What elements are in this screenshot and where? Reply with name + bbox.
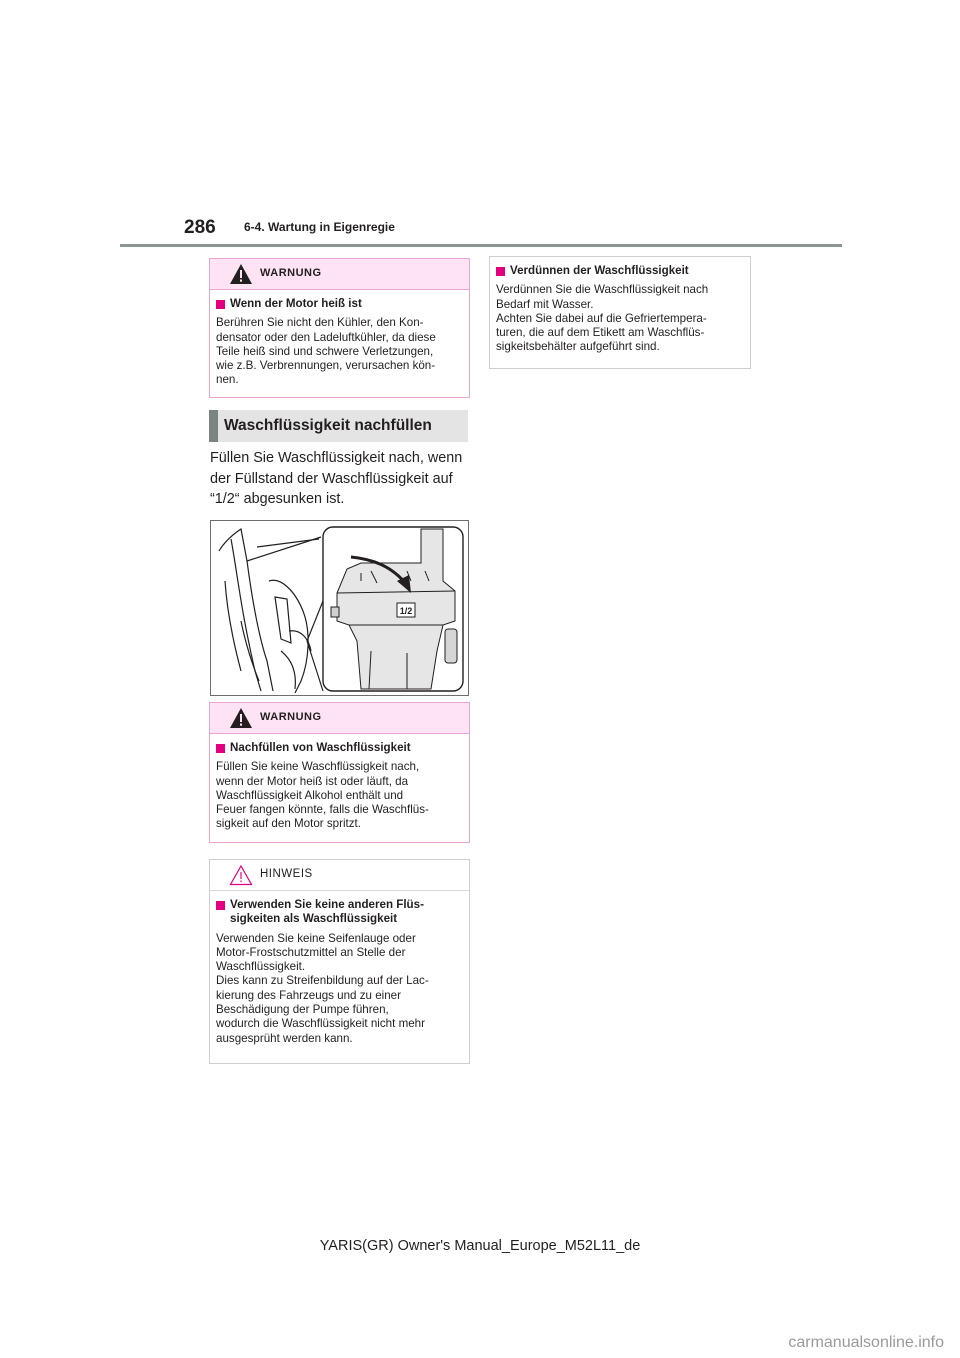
info-subtitle: Verdünnen der Waschflüssigkeit (496, 264, 744, 278)
section-heading (209, 410, 468, 442)
warning-header (210, 703, 469, 734)
warning-triangle-icon (229, 263, 253, 285)
info-box-dilution (489, 256, 751, 369)
caution-triangle-icon (229, 864, 253, 886)
info-text: Verdünnen Sie die Waschflüssigkeit nach Bedarf mit Wasser. Achten Sie dabei auf die Gefriertempera- turen, die auf dem Etikett am Waschflüs- sigkeitsbehälter aufgeführt sind. (496, 283, 709, 354)
footer-manual-id: YARIS(GR) Owner's Manual_Europe_M52L11_de (319, 1238, 641, 1254)
warning-triangle-icon (229, 707, 253, 729)
note-text: Verwenden Sie keine Seifenlauge oder Motor-Frostschutzmittel an Stelle der Waschflüssigkeit. Dies kann zu Streifenbildung auf der Lac- kierung des Fahrzeugs und zu einer Beschädigung der Pumpe führen, wodurch die Waschflüssigkeit nicht mehr ausgesprüht werden kann. (216, 931, 429, 1045)
header-rule (120, 244, 842, 247)
page-number: 286 (184, 217, 216, 238)
warning-subtitle: Nachfüllen von Waschflüssigkeit (216, 741, 463, 755)
washer-reservoir-illustration (210, 520, 469, 696)
warning-label: WARNUNG (260, 711, 322, 723)
level-mark-label: 1/2 (399, 606, 413, 616)
square-bullet-icon (496, 267, 505, 276)
warning-label: WARNUNG (260, 267, 322, 279)
warning-text: Berühren Sie nicht den Kühler, den Kon- densator oder den Ladeluftkühler, da diese Teile heiß sind und schwere Verletzungen, wie z.B. Verbrennungen, verursachen kön- nen. (216, 316, 436, 387)
reservoir-drawing (211, 521, 468, 695)
note-header (210, 860, 469, 891)
watermark: carmanualsonline.info (788, 1334, 944, 1351)
warning-header (210, 259, 469, 290)
heading-accent (209, 410, 218, 442)
note-subtitle: Verwenden Sie keine anderen Flüs- sigkeiten als Waschflüssigkeit (216, 898, 463, 927)
warning-box-refill (209, 702, 470, 843)
note-label: HINWEIS (260, 868, 313, 880)
square-bullet-icon (216, 300, 225, 309)
warning-subtitle: Wenn der Motor heiß ist (216, 297, 463, 311)
warning-text: Füllen Sie keine Waschflüssigkeit nach, wenn der Motor heiß ist oder läuft, da Waschflüssigkeit Alkohol enthält und Feuer fangen könnte, falls die Waschflüs- sigkeit auf den Motor spritzt. (216, 760, 429, 831)
note-box (209, 859, 470, 1064)
warning-box-engine-hot (209, 258, 470, 398)
square-bullet-icon (216, 901, 225, 910)
section-title: 6-4. Wartung in Eigenregie (244, 220, 395, 234)
section-heading-text: Waschflüssigkeit nachfüllen (224, 417, 432, 434)
square-bullet-icon (216, 744, 225, 753)
intro-text: Füllen Sie Waschflüssigkeit nach, wenn der Füllstand der Waschflüssigkeit auf “1/2“ abgesunken ist. (210, 450, 463, 507)
